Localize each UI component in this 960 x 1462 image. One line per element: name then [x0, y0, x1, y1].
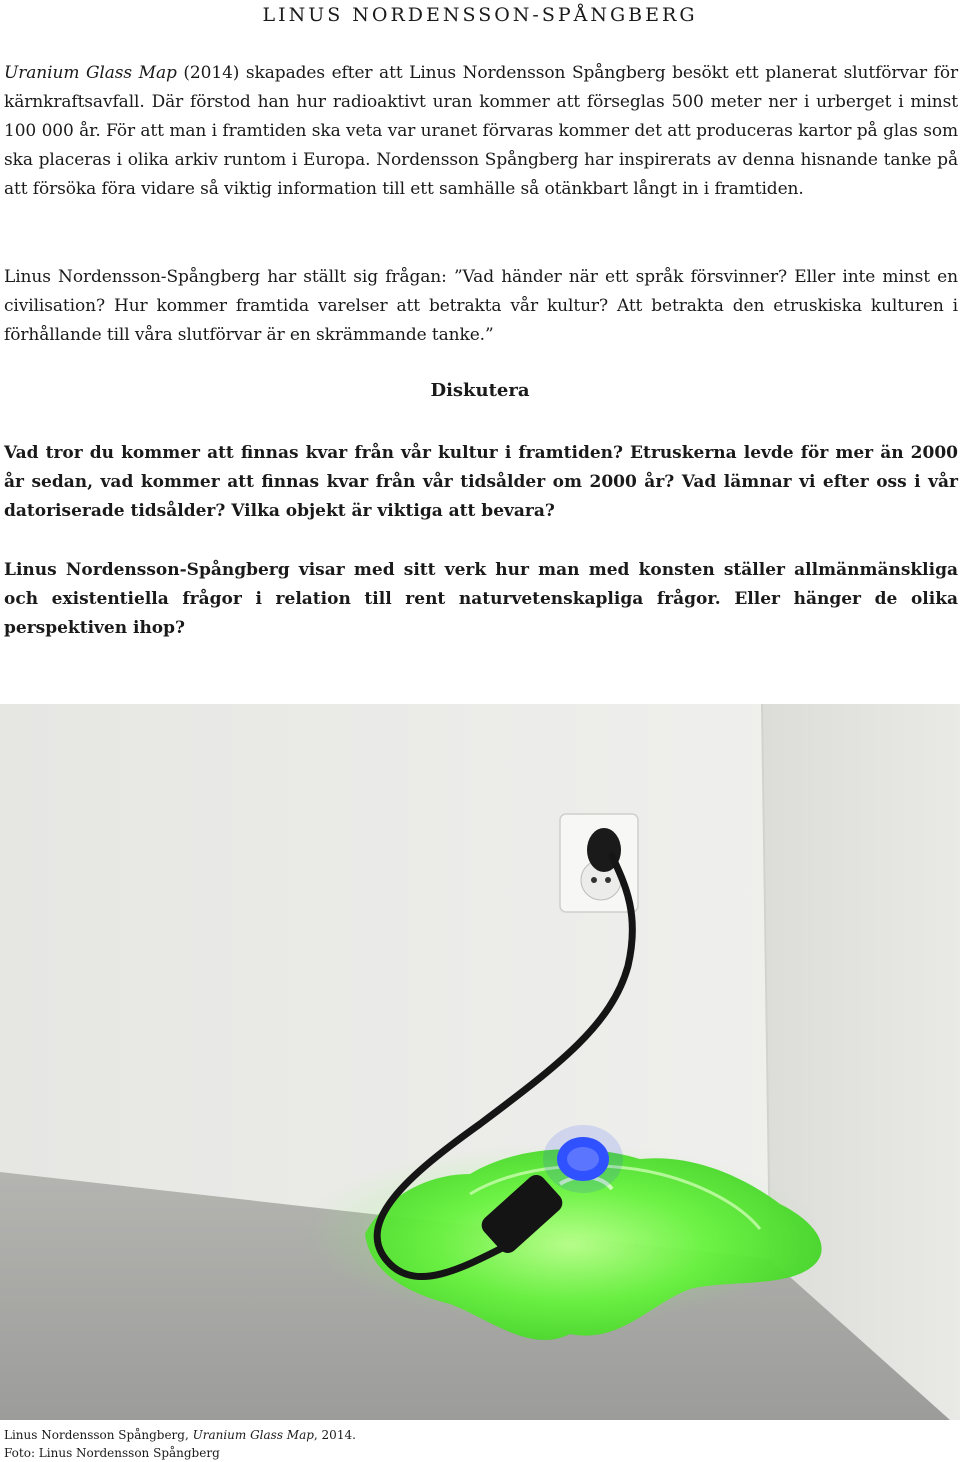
artwork-illustration — [0, 704, 960, 1420]
page-title: LINUS NORDENSSON-SPÅNGBERG — [262, 4, 698, 26]
discussion-heading: Diskutera — [430, 380, 530, 401]
photo-caption — [4, 1426, 356, 1444]
blue-bulb — [543, 1125, 623, 1193]
intro-text: (2014) skapades efter att Linus Nordensson Spångberg besökt ett planerat slutförvar för kärnkraftsavfall. Där förstod han hur radioaktivt uran kommer att förseglas 500 meter ner i urberget i minst 100 000 år. För att man i framtiden ska veta var uranet förvaras kommer det att produceras kartor på glas som ska placeras i olika arkiv runtom i Europa. Nordensson Spångberg har inspirerats av denna hisnande tanke på att försöka föra vidare så viktig information till ett samhälle så otänkbart långt in i framtiden. — [4, 63, 958, 199]
discussion-question-1: Vad tror du kommer att finnas kvar från vår kultur i framtiden? Etruskerna levde för mer än 2000 år sedan, vad kommer att finnas kvar från vår tidsålder om 2000 år? Vad lämnar vi efter oss i vår datoriserade tidsålder? Vilka objekt är viktiga att bevara? — [4, 443, 958, 521]
caption-year: , 2014. — [313, 1428, 356, 1442]
caption-artist: Linus Nordensson Spångberg, — [4, 1428, 193, 1442]
artwork-photo — [0, 704, 960, 1420]
work-title: Uranium Glass Map — [4, 63, 177, 83]
quote-paragraph: Linus Nordensson-Spångberg har ställt sig frågan: ”Vad händer när ett språk försvinner? Eller inte minst en civilisation? Hur kommer framtida varelser att betrakta vår kultur? Att betrakta den etruskiska kulturen i förhållande till våra slutförvar är en skrämmande tanke.” — [4, 267, 958, 345]
photo-credit: Foto: Linus Nordensson Spångberg — [4, 1446, 220, 1460]
intro-paragraph — [4, 59, 958, 204]
caption-work-title: Uranium Glass Map — [192, 1428, 314, 1442]
discussion-question-2: Linus Nordensson-Spångberg visar med sitt verk hur man med konsten ställer allmänmänskliga och existentiella frågor i relation till rent naturvetenskapliga frågor. Eller hänger de olika perspektiven ihop? — [4, 560, 958, 638]
